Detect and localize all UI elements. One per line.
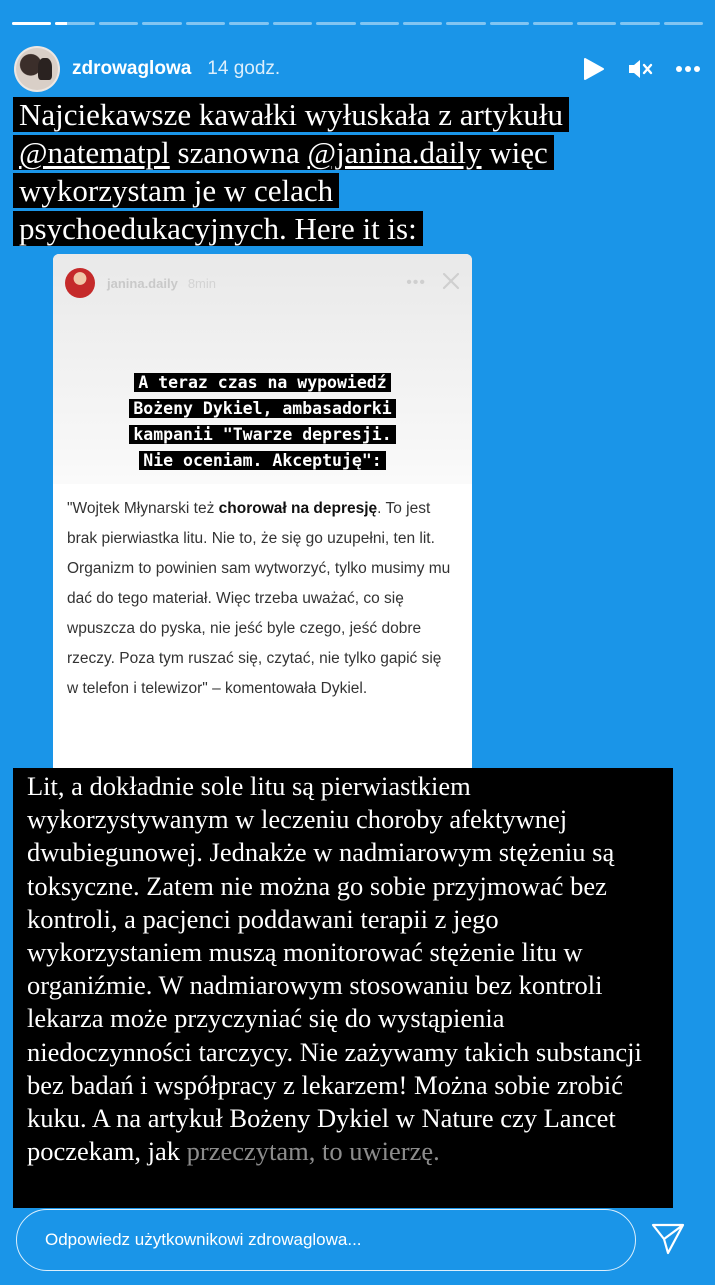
embedded-time: 8min — [187, 275, 216, 291]
story-caption-bottom — [13, 768, 673, 1208]
progress-segment — [316, 22, 355, 25]
progress-segment — [620, 22, 659, 25]
headline-line: A teraz czas na wypowiedź — [134, 373, 390, 392]
caption-line-1: Najciekawsze kawałki wyłuskała z artykułu — [19, 97, 564, 132]
caption-line-3: wykorzystam je w celach — [19, 173, 334, 208]
headline-line: Nie oceniam. Akceptuję": — [139, 451, 385, 470]
mention-natematpl[interactable]: @natematpl — [19, 135, 170, 170]
post-time: 14 godz. — [207, 58, 281, 79]
embedded-story-header — [65, 268, 460, 298]
progress-segment — [664, 22, 703, 25]
progress-segment — [403, 22, 442, 25]
send-icon[interactable] — [648, 1219, 688, 1259]
play-icon[interactable] — [583, 57, 605, 81]
reply-input[interactable] — [16, 1209, 636, 1271]
quote-bold: chorował na depresję — [218, 500, 378, 517]
embedded-close-icon — [442, 272, 460, 295]
progress-segment — [229, 22, 268, 25]
mute-icon[interactable] — [627, 57, 653, 81]
progress-fill — [55, 22, 67, 25]
quote-before: "Wojtek Młynarski też — [67, 500, 219, 517]
caption-mid: szanowna — [169, 135, 308, 170]
more-options-icon[interactable] — [675, 65, 701, 73]
quote-after: . To jest brak pierwiastka litu. Nie to, że się go uzupełni, ten lit. Organizm to powinien sam wytworzyć, tylko musimy mu dać do tego materiał. Więc trzeba uważać, co się wpuszcza do pyska, nie jeść byle czego, jeść dobre rzeczy. Poza tym ruszać się, czytać, nie tylko gapić się w telefon i telewizor" – komentowała Dykiel. — [67, 500, 451, 697]
caption-bottom-faded: przeczytam, to uwierzę. — [186, 1136, 440, 1167]
mention-janina-daily[interactable]: @janina.daily — [307, 135, 482, 170]
progress-segment — [142, 22, 181, 25]
progress-fill — [12, 22, 51, 25]
progress-segment — [55, 22, 94, 25]
progress-segment — [490, 22, 529, 25]
reply-placeholder: Odpowiedz użytkownikowi zdrowaglowa... — [45, 1230, 362, 1249]
caption-line-4: psychoedukacyjnych. Here it is: — [19, 211, 417, 246]
caption-bottom-main: Lit, a dokładnie sole litu są pierwiastkiem wykorzystywanym w leczeniu choroby afektywnej dwubiegunowej. Jednakże w nadmiarowym stężeniu są toksyczne. Zatem nie można go sobie przyjmować bez kontroli, a pacjenci poddawani terapii z jego wykorzystaniem muszą monitorować stężenie litu w organiźmie. W nadmiarowym stosowaniu bez kontroli lekarza może przyczyniać się do wystąpienia niedoczynności tarczycy. Nie zażywamy takich substancji bez badań i współpracy z lekarzem! Można sobie zrobić kuku. A na artykuł Bożeny Dykiel w Nature czy Lancet poczekam, jak — [27, 771, 642, 1167]
embedded-headline — [53, 370, 472, 474]
caption-after: więc — [481, 135, 548, 170]
progress-segment — [273, 22, 312, 25]
progress-segment — [12, 22, 51, 25]
embedded-avatar — [65, 268, 95, 298]
embedded-quote — [67, 494, 452, 704]
progress-segment — [533, 22, 572, 25]
progress-segment — [99, 22, 138, 25]
embedded-username: janina.daily — [107, 275, 178, 291]
username[interactable]: zdrowaglowa — [72, 58, 192, 79]
progress-segment — [186, 22, 225, 25]
progress-segment — [577, 22, 616, 25]
progress-segment — [360, 22, 399, 25]
embedded-story-screenshot — [53, 254, 472, 774]
story-progress-bar — [12, 22, 703, 25]
embedded-more-icon: ••• — [406, 274, 426, 291]
story-caption-top — [13, 96, 663, 248]
headline-line: Bożeny Dykiel, ambasadorki — [129, 399, 395, 418]
story-header — [14, 44, 701, 94]
progress-segment — [446, 22, 485, 25]
avatar[interactable] — [14, 46, 60, 92]
headline-line: kampanii "Twarze depresji. — [129, 425, 395, 444]
